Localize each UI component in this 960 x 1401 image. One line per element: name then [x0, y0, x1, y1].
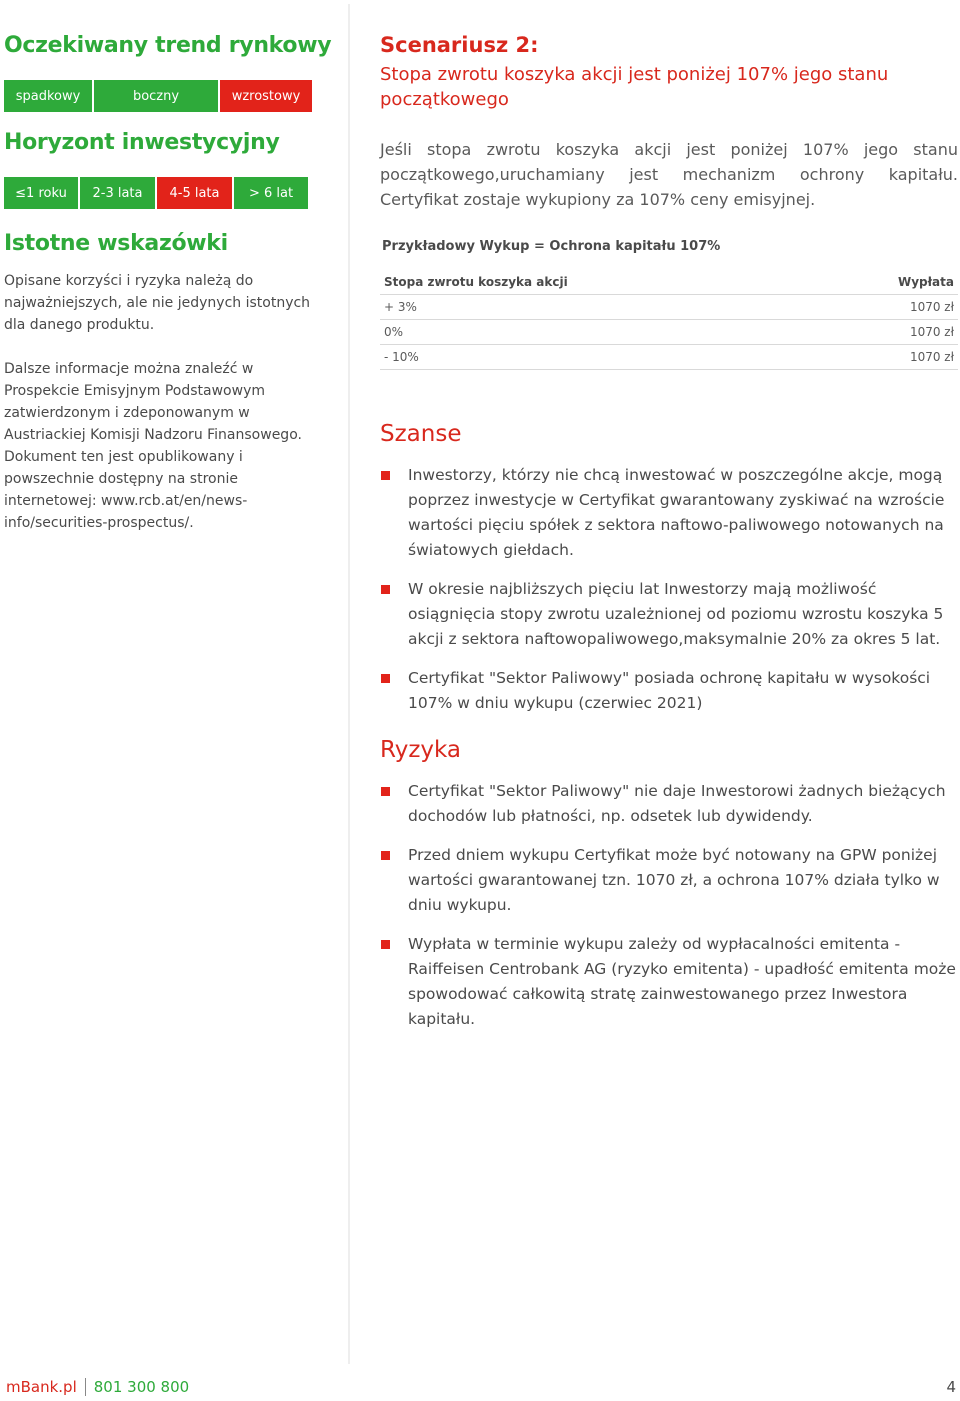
chances-list: [380, 463, 958, 730]
chances-heading: Szanse: [380, 421, 462, 447]
list-item: [380, 779, 958, 829]
list-item: [380, 463, 958, 563]
risks-list: [380, 779, 958, 1046]
footer-phone: 801 300 800: [93, 1378, 190, 1396]
risk-text-2: Przed dniem wykupu Certyfikat może być notowany na GPW poniżej wartości gwarantowanej tzn. 1070 zł, a ochrona 107% działa tylko w dniu wykupu.: [408, 846, 940, 914]
example-title: Przykładowy Wykup = Ochrona kapitału 107%: [382, 239, 721, 254]
hints-heading: Istotne wskazówki: [4, 231, 228, 256]
bullet-square-icon: [381, 851, 390, 860]
table-header-payout: Wypłata: [897, 275, 954, 289]
list-item: [380, 932, 958, 1032]
list-item: [380, 666, 958, 716]
scenario-subtitle: Stopa zwrotu koszyka akcji jest poniżej 107% jego stanu początkowego: [380, 64, 889, 110]
horizon-button-4-5: 4-5 lata: [157, 177, 232, 209]
bullet-square-icon: [381, 940, 390, 949]
trend-heading: Oczekiwany trend rynkowy: [4, 33, 332, 58]
scenario-title: Scenariusz 2:: [380, 33, 539, 57]
risks-heading: Ryzyka: [380, 737, 462, 763]
bullet-square-icon: [381, 585, 390, 594]
table-cell-return: - 10%: [384, 350, 419, 364]
trend-button-down: spadkowy: [4, 80, 92, 112]
scenario-body: Jeśli stopa zwrotu koszyka akcji jest poniżej 107% jego stanu początkowego,uruchamiany jest mechanizm ochrony kapitału. Certyfikat zostaje wykupiony za 107% ceny emisyjnej.: [380, 140, 958, 209]
horizon-button-1: ≤1 roku: [4, 177, 78, 209]
table-header-row: [380, 270, 958, 295]
horizon-button-2-3: 2-3 lata: [80, 177, 155, 209]
hints-paragraph-2: Dalsze informacje można znaleźć w Prospekcie Emisyjnym Podstawowym zatwierdzonym i zdeponowanym w Austriackiej Komisji Nadzoru Finansowego. Dokument ten jest opublikowany i powszechnie dostępny na stronie internetowej: www.rcb.at/en/news-info/securities-prospectus/.: [4, 361, 302, 531]
trend-buttons: [4, 80, 312, 112]
risk-text-3: Wypłata w terminie wykupu zależy od wypłacalności emitenta - Raiffeisen Centrobank AG (ryzyko emitenta) - upadłość emitenta może spowodować całkowitą stratę zainwestowanego przez Inwestora kapitału.: [408, 935, 956, 1028]
table-cell-payout: 1070 zł: [909, 300, 954, 314]
horizon-heading: Horyzont inwestycyjny: [4, 130, 280, 155]
footer: [6, 1378, 189, 1396]
list-item: [380, 843, 958, 918]
chance-text-2: W okresie najbliższych pięciu lat Inwestorzy mają możliwość osiągnięcia stopy zwrotu uzależnionej od poziomu wzrostu koszyka 5 akcji z sektora naftowopaliwowego,maksymalnie 20% za okres 5 lat.: [408, 580, 944, 648]
table-cell-return: + 3%: [384, 300, 417, 314]
bullet-square-icon: [381, 674, 390, 683]
page-number: 4: [946, 1378, 956, 1396]
chance-text-3: Certyfikat "Sektor Paliwowy" posiada ochronę kapitału w wysokości 107% w dniu wykupu (czerwiec 2021): [408, 669, 931, 712]
table-cell-payout: 1070 zł: [909, 325, 954, 339]
table-cell-payout: 1070 zł: [909, 350, 954, 364]
trend-button-up: wzrostowy: [220, 80, 312, 112]
hints-paragraph-1: Opisane korzyści i ryzyka należą do najważniejszych, ale nie jedynych istotnych dla danego produktu.: [4, 273, 311, 333]
chance-text-1: Inwestorzy, którzy nie chcą inwestować w poszczególne akcje, mogą poprzez inwestycje w Certyfikat gwarantowany zyskiwać na wzroście wartości pięciu spółek z sektora naftowo-paliwowego notowanych na światowych giełdach.: [408, 466, 945, 559]
table-cell-return: 0%: [384, 325, 404, 339]
list-item: [380, 577, 958, 652]
column-divider: [348, 4, 350, 1364]
table-header-return: Stopa zwrotu koszyka akcji: [384, 275, 568, 289]
footer-divider: [85, 1378, 86, 1396]
hints-text: [4, 270, 316, 534]
bullet-square-icon: [381, 787, 390, 796]
trend-button-sideways: boczny: [94, 80, 218, 112]
table-row: [380, 345, 958, 370]
table-row: [380, 320, 958, 345]
example-table: [380, 270, 958, 370]
horizon-button-6: > 6 lat: [234, 177, 308, 209]
bullet-square-icon: [381, 471, 390, 480]
risk-text-1: Certyfikat "Sektor Paliwowy" nie daje Inwestorowi żadnych bieżących dochodów lub płatności, np. odsetek lub dywidendy.: [408, 782, 946, 825]
table-row: [380, 295, 958, 320]
footer-brand-link[interactable]: mBank.pl: [6, 1378, 77, 1396]
horizon-buttons: [4, 177, 308, 209]
